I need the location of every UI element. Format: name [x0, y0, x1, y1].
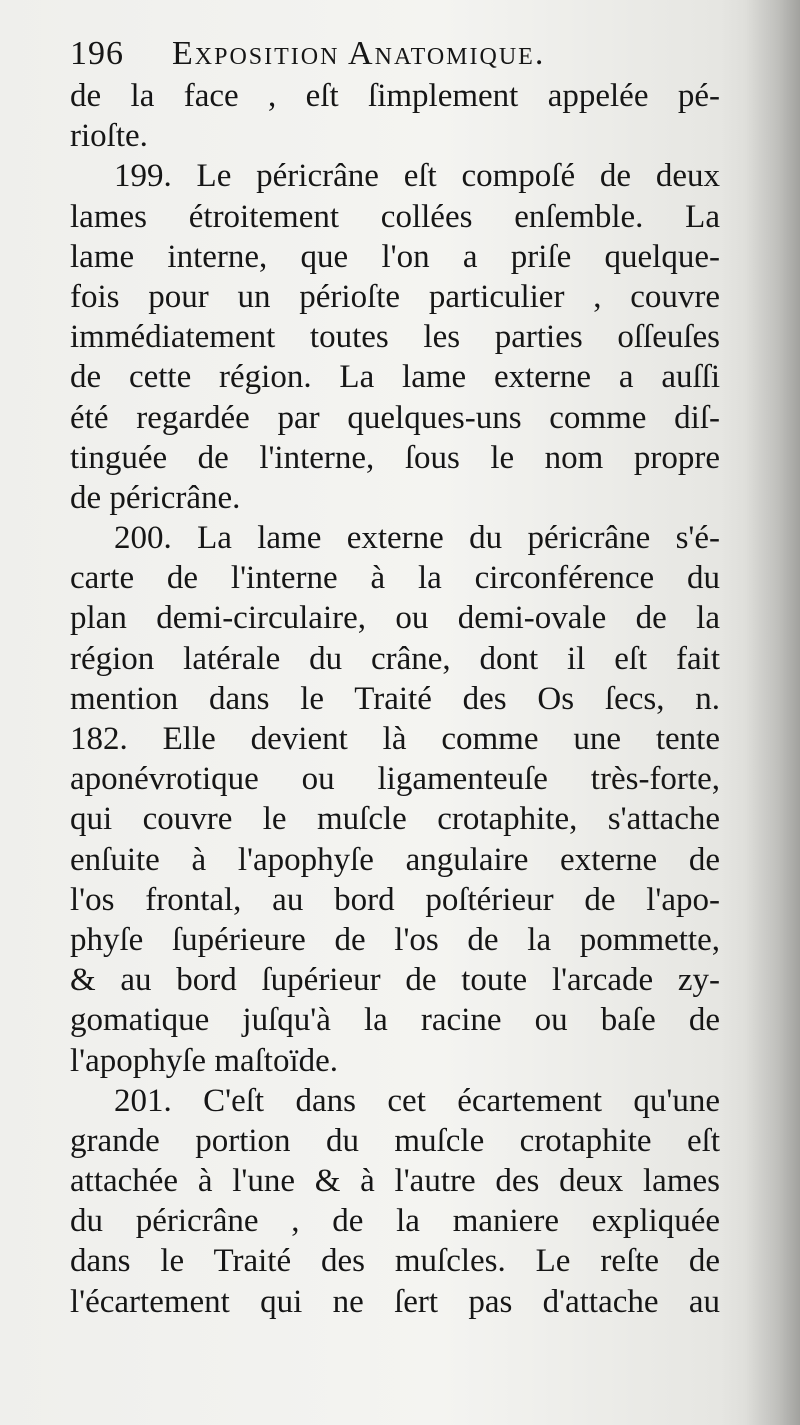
text-line: & au bord ſupérieur de toute l'arcade zy-: [70, 962, 720, 999]
text-line: mention dans le Traité des Os ſecs, n.: [70, 680, 720, 717]
page-number: 196: [70, 35, 124, 72]
text-line: plan demi-circulaire, ou demi-ovale de la: [70, 600, 720, 637]
gutter-shadow: [745, 0, 800, 1425]
text-line: de péricrâne.: [70, 479, 241, 516]
text-line: de la face , eſt ſimplement appelée pé-: [70, 78, 720, 114]
text-line: 201. C'eſt dans cet écartement qu'une: [114, 1082, 720, 1119]
text-line: 200. La lame externe du péricrâne s'é-: [114, 520, 720, 557]
text-line: de cette région. La lame externe a auſſi: [70, 359, 720, 396]
text-line: phyſe ſupérieure de l'os de la pommette,: [70, 921, 720, 958]
text-line: enſuite à l'apophyſe angulaire externe de: [70, 841, 720, 878]
text-line: l'écartement qui ne ſert pas d'attache au: [70, 1283, 720, 1320]
running-header: [70, 32, 720, 76]
text-line: grande portion du muſcle crotaphite eſt: [70, 1122, 720, 1159]
text-block: [70, 32, 720, 1322]
text-line: 182. Elle devient là comme une tente: [70, 721, 720, 757]
text-line: carte de l'interne à la circonférence du: [70, 560, 720, 597]
text-line: lame interne, que l'on a priſe quelque-: [70, 238, 720, 275]
text-line: immédiatement toutes les parties oſſeuſes: [70, 319, 720, 356]
text-line: l'apophyſe maſtoïde.: [70, 1042, 339, 1079]
text-line: 199. Le péricrâne eſt compoſé de deux: [114, 158, 720, 195]
text-line: dans le Traité des muſcles. Le reſte de: [70, 1243, 720, 1280]
text-line: du péricrâne , de la maniere expliquée: [70, 1203, 720, 1240]
text-line: rioſte.: [70, 118, 148, 155]
text-line: qui couvre le muſcle crotaphite, s'attache: [70, 801, 720, 838]
text-line: région latérale du crâne, dont il eſt fait: [70, 640, 720, 677]
text-line: lames étroitement collées enſemble. La: [70, 198, 720, 235]
text-line: l'os frontal, au bord poſtérieur de l'apo-: [70, 881, 720, 918]
text-line: tinguée de l'interne, ſous le nom propre: [70, 439, 720, 476]
text-line: aponévrotique ou ligamenteuſe très-forte,: [70, 761, 720, 798]
text-line: fois pour un périoſte particulier , couvre: [70, 278, 720, 315]
body-text: [70, 76, 720, 1322]
running-title: Exposition Anatomique.: [172, 35, 546, 72]
text-line: attachée à l'une & à l'autre des deux lames: [70, 1163, 720, 1200]
text-line: été regardée par quelques-uns comme diſ-: [70, 399, 720, 436]
text-line: gomatique juſqu'à la racine ou baſe de: [70, 1002, 720, 1039]
